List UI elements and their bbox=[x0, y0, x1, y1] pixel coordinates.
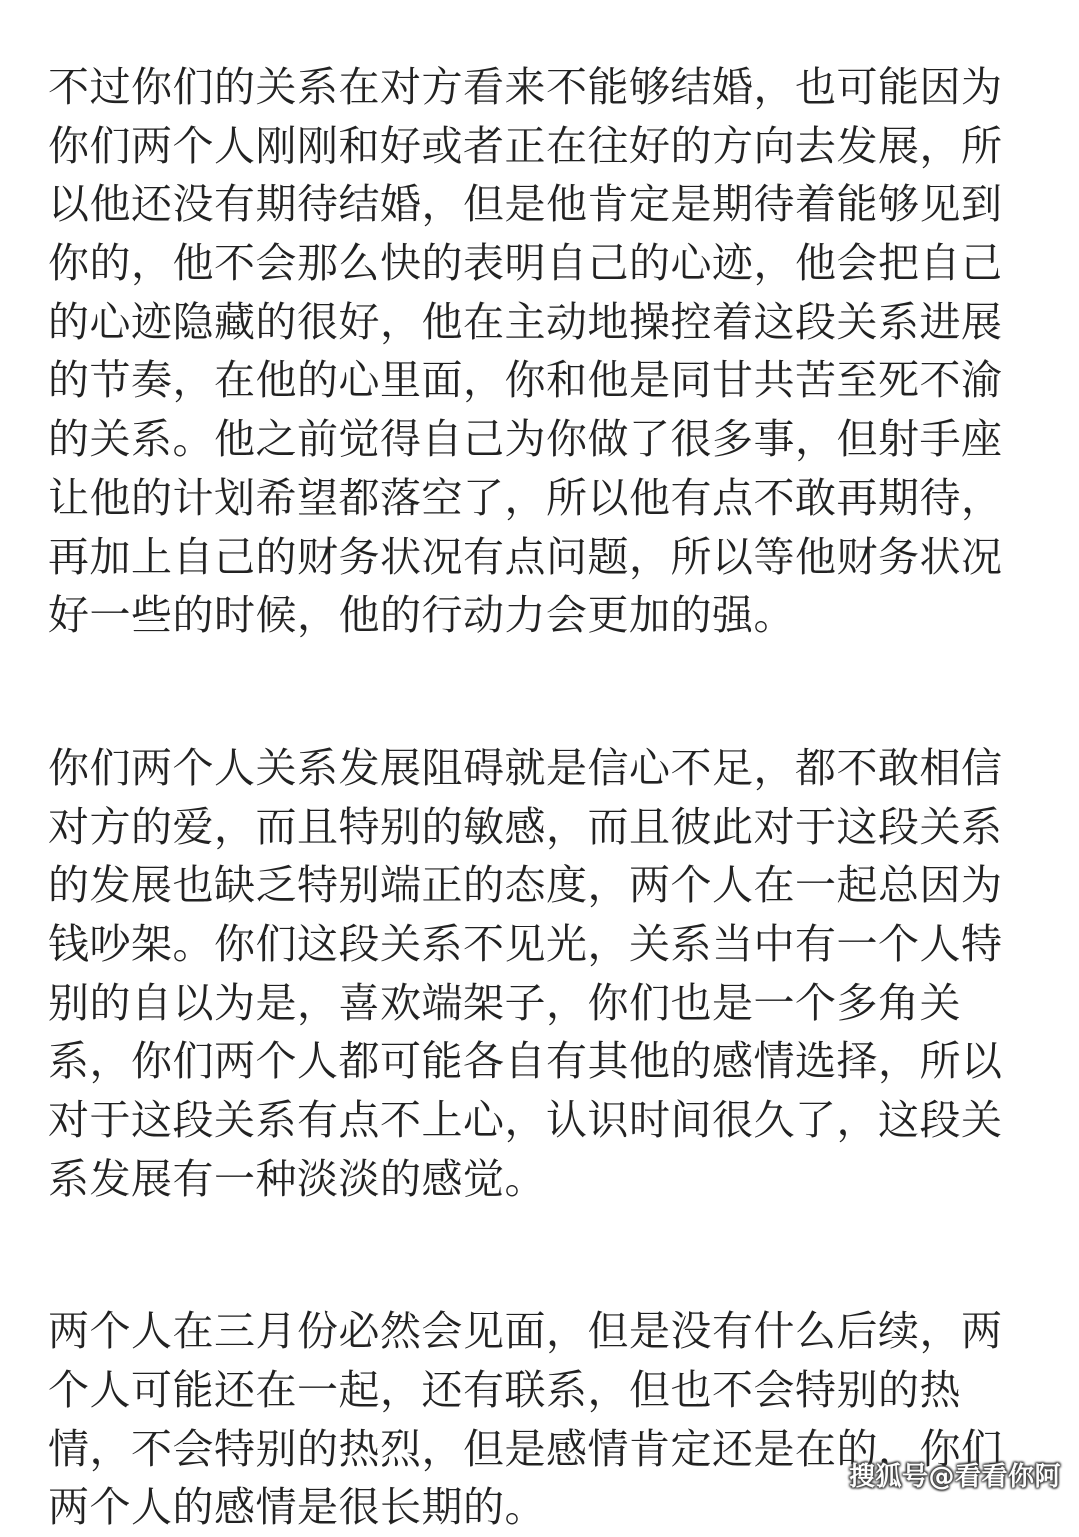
text-line: 系发展有一种淡淡的感觉。 bbox=[48, 1154, 546, 1203]
text-line: 的关系。他之前觉得自己为你做了很多事，但射手座 bbox=[48, 415, 1003, 464]
watermark: 搜狐号@看看你阿 bbox=[848, 1462, 1061, 1492]
text-line: 情，不会特别的热烈，但是感情肯定还是在的，你们 bbox=[48, 1424, 1003, 1473]
text-line: 你的，他不会那么快的表明自己的心迹，他会把自己 bbox=[48, 239, 1003, 288]
paragraph-2 bbox=[48, 739, 1038, 1209]
text-line: 对方的爱，而且特别的敏感，而且彼此对于这段关系 bbox=[48, 802, 1003, 851]
text-line: 你们两个人刚刚和好或者正在往好的方向去发展，所 bbox=[48, 121, 1003, 170]
text-line: 不过你们的关系在对方看来不能够结婚，也可能因为 bbox=[48, 63, 1003, 111]
article-body bbox=[48, 58, 1038, 1537]
text-line: 对于这段关系有点不上心，认识时间很久了，这段关 bbox=[48, 1096, 1003, 1144]
text-line: 的节奏，在他的心里面，你和他是同甘共苦至死不渝 bbox=[48, 356, 1003, 405]
text-line: 好一些的时候，他的行动力会更加的强。 bbox=[48, 591, 795, 640]
text-line: 以他还没有期待结婚，但是他肯定是期待着能够见到 bbox=[48, 180, 1003, 229]
paragraph-spacer bbox=[48, 1208, 1038, 1302]
paragraph-3 bbox=[48, 1302, 1038, 1537]
text-line: 个人可能还在一起，还有联系，但也不会特别的热 bbox=[48, 1366, 961, 1415]
text-line: 别的自以为是，喜欢端架子，你们也是一个多角关 bbox=[48, 978, 961, 1027]
text-line: 两个人在三月份必然会见面，但是没有什么后续，两 bbox=[48, 1307, 1003, 1356]
text-line: 的发展也缺乏特别端正的态度，两个人在一起总因为 bbox=[48, 861, 1003, 910]
paragraph-1 bbox=[48, 58, 1038, 645]
text-line: 的心迹隐藏的很好，他在主动地操控着这段关系进展 bbox=[48, 297, 1003, 346]
text-line: 钱吵架。你们这段关系不见光，关系当中有一个人特 bbox=[48, 919, 1003, 968]
text-line: 让他的计划希望都落空了，所以他有点不敢再期待， bbox=[48, 473, 1003, 522]
paragraph-spacer bbox=[48, 645, 1038, 739]
text-line: 再加上自己的财务状况有点问题，所以等他财务状况 bbox=[48, 532, 1003, 581]
text-line: 两个人的感情是很长期的。 bbox=[48, 1483, 546, 1532]
text-line: 你们两个人关系发展阻碍就是信心不足，都不敢相信 bbox=[48, 743, 1003, 792]
text-line: 系，你们两个人都可能各自有其他的感情选择，所以 bbox=[48, 1037, 1003, 1086]
